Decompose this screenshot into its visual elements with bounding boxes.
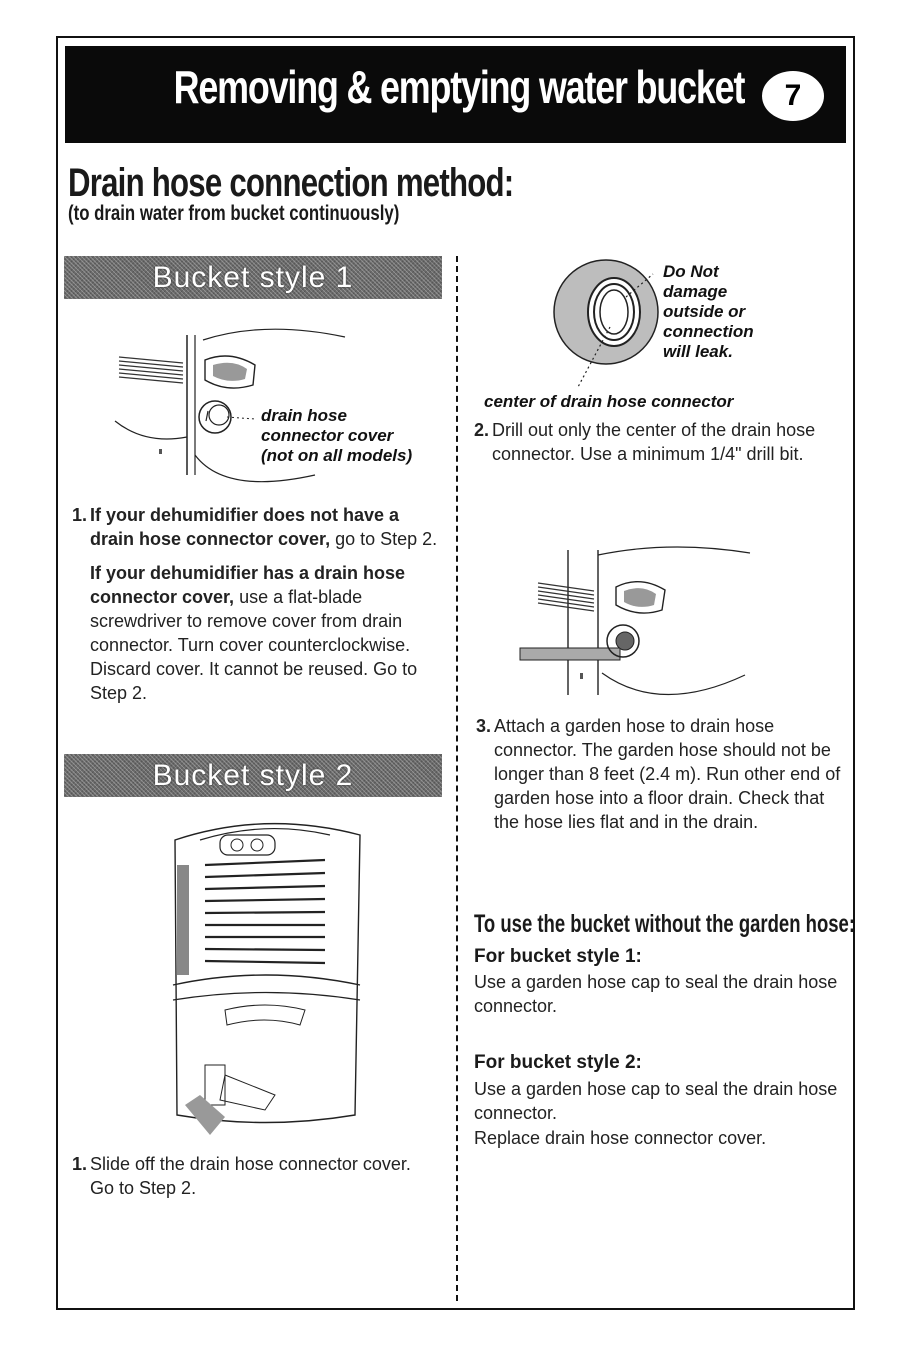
style2-text-replace: Replace drain hose connector cover. [474,1128,767,1148]
style2-label: For bucket style 2: [474,1052,642,1073]
section-heading: Drain hose connection method: [68,161,514,205]
garden-hose-attached-illustration [520,545,760,705]
no-hose-subheading: To use the bucket without the garden hose: [474,910,855,938]
banner-title: Removing & emptying water bucket [173,61,745,113]
style1-label: For bucket style 1: [474,946,642,967]
bucket-style-1-tab: Bucket style 1 [64,256,442,299]
do-not-damage-callout: Do Not damage outside or connection will leak. [663,262,754,361]
center-connector-callout: center of drain hose connector [484,392,734,411]
bucket2-step1: 1. Slide off the drain hose connector cover. Go to Step 2. [72,1154,411,1198]
page-border-right [853,36,855,1310]
style2-text: Use a garden hose cap to seal the drain hose connector. [474,1079,838,1123]
dehumidifier-front-illustration [165,815,370,1145]
page-number-badge: 7 [762,71,824,121]
page-border-top [56,36,855,38]
bucket-style-2-tab: Bucket style 2 [64,754,442,797]
bucket1-step1: 1. If your dehumidifier does not have a drain hose connector cover, go to Step 2. If your dehumidifier has a drain hose connector cover, use a flat-blade screwdriver to remove cover from drain connector. Turn cover counterclockwise. Discard cover. It cannot be reused. Go to Step 2. [72,505,438,703]
column-divider [456,256,458,1301]
step-3: 3. Attach a garden hose to drain hose connector. The garden hose should not be longer than 8 feet (2.4 m). Run other end of garden hose into a floor drain. Check that the hose lies flat and in the drain. [476,716,841,832]
page-border-left [56,36,58,1310]
style1-text: Use a garden hose cap to seal the drain hose connector. [474,972,838,1016]
drain-cover-callout: drain hose connector cover (not on all models) [261,406,413,465]
section-subheading: (to drain water from bucket continuously) [68,202,400,225]
step-2: 2. Drill out only the center of the drain hose connector. Use a minimum 1/4" drill bit. [474,420,816,464]
page-border-bottom [56,1308,855,1310]
title-banner [65,46,846,143]
